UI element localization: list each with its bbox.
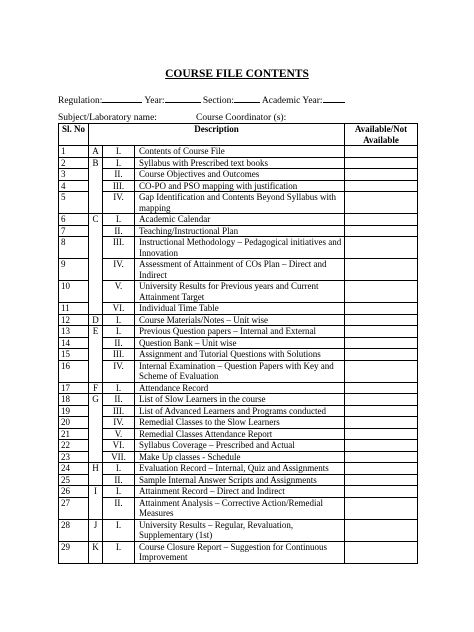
- row-roman: VI.: [103, 303, 135, 315]
- table-row: [59, 474, 418, 486]
- table-row: [59, 486, 418, 498]
- row-number: 1: [59, 146, 89, 158]
- year-blank: [165, 93, 201, 103]
- row-roman: IV.: [103, 360, 135, 382]
- row-number: 24: [59, 463, 89, 475]
- regulation-label: Regulation:: [58, 96, 103, 106]
- row-roman: I.: [103, 157, 135, 169]
- row-number: 14: [59, 337, 89, 349]
- row-description: Course Materials/Notes – Unit wise: [135, 314, 345, 326]
- row-description: Academic Calendar: [135, 214, 345, 226]
- row-available-cell[interactable]: [345, 486, 418, 498]
- row-description: List of Slow Learners in the course: [135, 394, 345, 406]
- row-description: Assignment and Tutorial Questions with Solutions: [135, 349, 345, 361]
- row-available-cell[interactable]: [345, 214, 418, 226]
- table-row: [59, 417, 418, 429]
- row-description: Question Bank – Unit wise: [135, 337, 345, 349]
- row-roman: III.: [103, 180, 135, 192]
- table-row: [59, 519, 418, 541]
- row-number: 29: [59, 541, 89, 563]
- row-available-cell[interactable]: [345, 303, 418, 315]
- row-group: A: [89, 146, 103, 158]
- row-description: Instructional Methodology – Pedagogical initiatives and Innovation: [135, 237, 345, 259]
- row-available-cell[interactable]: [345, 541, 418, 563]
- row-group: E: [89, 326, 103, 383]
- table-row: [59, 541, 418, 563]
- table-row: [59, 146, 418, 158]
- row-description: Course Closure Report – Suggestion for Continuous Improvement: [135, 541, 345, 563]
- row-available-cell[interactable]: [345, 157, 418, 169]
- row-description: University Results – Regular, Revaluation, Supplementary (1st): [135, 519, 345, 541]
- row-number: 27: [59, 497, 89, 519]
- table-row: [59, 259, 418, 281]
- row-number: 6: [59, 214, 89, 226]
- row-roman: IV.: [103, 259, 135, 281]
- row-roman: III.: [103, 237, 135, 259]
- table-row: [59, 303, 418, 315]
- row-number: 4: [59, 180, 89, 192]
- row-description: Syllabus Coverage – Prescribed and Actual: [135, 440, 345, 452]
- row-available-cell[interactable]: [345, 405, 418, 417]
- row-group: H: [89, 463, 103, 486]
- table-row: [59, 428, 418, 440]
- row-number: 8: [59, 237, 89, 259]
- row-roman: I.: [103, 382, 135, 394]
- row-available-cell[interactable]: [345, 440, 418, 452]
- row-roman: IV.: [103, 417, 135, 429]
- row-available-cell[interactable]: [345, 463, 418, 475]
- row-roman: I.: [103, 519, 135, 541]
- row-number: 13: [59, 326, 89, 338]
- row-roman: IV.: [103, 192, 135, 214]
- row-number: 5: [59, 192, 89, 214]
- header-sl-no: Sl. No: [59, 124, 89, 146]
- row-description: Attainment Analysis – Corrective Action/Remedial Measures: [135, 497, 345, 519]
- row-roman: I.: [103, 314, 135, 326]
- row-description: Attendance Record: [135, 382, 345, 394]
- row-description: Internal Examination – Question Papers with Key and Scheme of Evaluation: [135, 360, 345, 382]
- row-roman: II.: [103, 225, 135, 237]
- row-available-cell[interactable]: [345, 237, 418, 259]
- row-description: Make Up classes - Schedule: [135, 451, 345, 463]
- row-description: Individual Time Table: [135, 303, 345, 315]
- table-row: [59, 497, 418, 519]
- row-available-cell[interactable]: [345, 519, 418, 541]
- row-number: 23: [59, 451, 89, 463]
- row-number: 25: [59, 474, 89, 486]
- row-number: 22: [59, 440, 89, 452]
- page-title: COURSE FILE CONTENTS: [165, 68, 309, 80]
- row-roman: III.: [103, 349, 135, 361]
- table-row: [59, 451, 418, 463]
- row-number: 12: [59, 314, 89, 326]
- row-number: 21: [59, 428, 89, 440]
- row-description: Contents of Course File: [135, 146, 345, 158]
- row-number: 26: [59, 486, 89, 498]
- year-label: Year:: [144, 96, 165, 106]
- table-row: [59, 326, 418, 338]
- contents-table: [58, 123, 418, 564]
- row-available-cell[interactable]: [345, 497, 418, 519]
- row-roman: I.: [103, 486, 135, 498]
- subject-label: Subject/Laboratory name:: [58, 113, 157, 123]
- row-roman: VII.: [103, 451, 135, 463]
- row-description: CO-PO and PSO mapping with justification: [135, 180, 345, 192]
- row-available-cell[interactable]: [345, 349, 418, 361]
- row-available-cell[interactable]: [345, 146, 418, 158]
- row-available-cell[interactable]: [345, 394, 418, 406]
- table-row: [59, 237, 418, 259]
- table-row: [59, 314, 418, 326]
- row-roman: II.: [103, 169, 135, 181]
- row-available-cell[interactable]: [345, 180, 418, 192]
- table-row: [59, 157, 418, 169]
- row-roman: II.: [103, 474, 135, 486]
- row-available-cell[interactable]: [345, 417, 418, 429]
- row-available-cell[interactable]: [345, 169, 418, 181]
- academic-year-blank: [323, 93, 345, 103]
- row-number: 2: [59, 157, 89, 169]
- row-available-cell[interactable]: [345, 281, 418, 303]
- row-number: 17: [59, 382, 89, 394]
- row-description: Teaching/Instructional Plan: [135, 225, 345, 237]
- row-available-cell[interactable]: [345, 360, 418, 382]
- row-roman: II.: [103, 394, 135, 406]
- row-number: 10: [59, 281, 89, 303]
- row-description: Attainment Record – Direct and Indirect: [135, 486, 345, 498]
- row-number: 16: [59, 360, 89, 382]
- row-description: Course Objectives and Outcomes: [135, 169, 345, 181]
- row-available-cell[interactable]: [345, 326, 418, 338]
- row-roman: I.: [103, 541, 135, 563]
- table-row: [59, 349, 418, 361]
- header-available: Available/Not Available: [345, 124, 418, 146]
- table-row: [59, 214, 418, 226]
- row-roman: I.: [103, 326, 135, 338]
- table-row: [59, 281, 418, 303]
- row-group: C: [89, 214, 103, 315]
- row-description: Syllabus with Prescribed text books: [135, 157, 345, 169]
- row-number: 7: [59, 225, 89, 237]
- row-number: 28: [59, 519, 89, 541]
- row-description: Previous Question papers – Internal and External: [135, 326, 345, 338]
- table-row: [59, 169, 418, 181]
- row-roman: I.: [103, 214, 135, 226]
- table-row: [59, 405, 418, 417]
- header-fields: [58, 93, 345, 106]
- row-roman: III.: [103, 405, 135, 417]
- row-roman: V.: [103, 281, 135, 303]
- row-available-cell[interactable]: [345, 382, 418, 394]
- table-row: [59, 180, 418, 192]
- section-label: Section:: [202, 96, 235, 106]
- row-number: 19: [59, 405, 89, 417]
- table-row: [59, 360, 418, 382]
- row-available-cell[interactable]: [345, 192, 418, 214]
- row-description: University Results for Previous years and Current Attainment Target: [135, 281, 345, 303]
- row-available-cell[interactable]: [345, 225, 418, 237]
- row-description: Remedial Classes Attendance Report: [135, 428, 345, 440]
- row-group: K: [89, 541, 103, 563]
- row-roman: V.: [103, 428, 135, 440]
- coordinator-label: Course Coordinator (s):: [196, 113, 287, 123]
- row-group: F: [89, 382, 103, 394]
- row-roman: II.: [103, 337, 135, 349]
- table-row: [59, 382, 418, 394]
- row-number: 3: [59, 169, 89, 181]
- table-row: [59, 192, 418, 214]
- row-roman: II.: [103, 497, 135, 519]
- table-row: [59, 463, 418, 475]
- row-roman: VI.: [103, 440, 135, 452]
- row-group: D: [89, 314, 103, 326]
- row-number: 20: [59, 417, 89, 429]
- row-description: Gap Identification and Contents Beyond Syllabus with mapping: [135, 192, 345, 214]
- row-group: I: [89, 486, 103, 520]
- row-number: 15: [59, 349, 89, 361]
- row-roman: I.: [103, 146, 135, 158]
- table-row: [59, 440, 418, 452]
- row-available-cell[interactable]: [345, 337, 418, 349]
- row-description: List of Advanced Learners and Programs conducted: [135, 405, 345, 417]
- row-description: Remedial Classes to the Slow Learners: [135, 417, 345, 429]
- row-available-cell[interactable]: [345, 451, 418, 463]
- row-available-cell[interactable]: [345, 259, 418, 281]
- row-available-cell[interactable]: [345, 428, 418, 440]
- row-description: Evaluation Record – Internal, Quiz and Assignments: [135, 463, 345, 475]
- row-group: B: [89, 157, 103, 214]
- row-group: G: [89, 394, 103, 463]
- table-row: [59, 394, 418, 406]
- academic-year-label: Academic Year:: [261, 96, 323, 106]
- regulation-blank: [102, 93, 142, 103]
- section-blank: [234, 93, 260, 103]
- row-group: J: [89, 519, 103, 541]
- table-header-row: [59, 124, 418, 146]
- row-available-cell[interactable]: [345, 474, 418, 486]
- row-available-cell[interactable]: [345, 314, 418, 326]
- row-number: 11: [59, 303, 89, 315]
- table-row: [59, 225, 418, 237]
- row-number: 9: [59, 259, 89, 281]
- row-roman: I.: [103, 463, 135, 475]
- row-description: Assessment of Attainment of COs Plan – Direct and Indirect: [135, 259, 345, 281]
- row-description: Sample Internal Answer Scripts and Assignments: [135, 474, 345, 486]
- header-description: Description: [89, 124, 345, 146]
- row-number: 18: [59, 394, 89, 406]
- table-row: [59, 337, 418, 349]
